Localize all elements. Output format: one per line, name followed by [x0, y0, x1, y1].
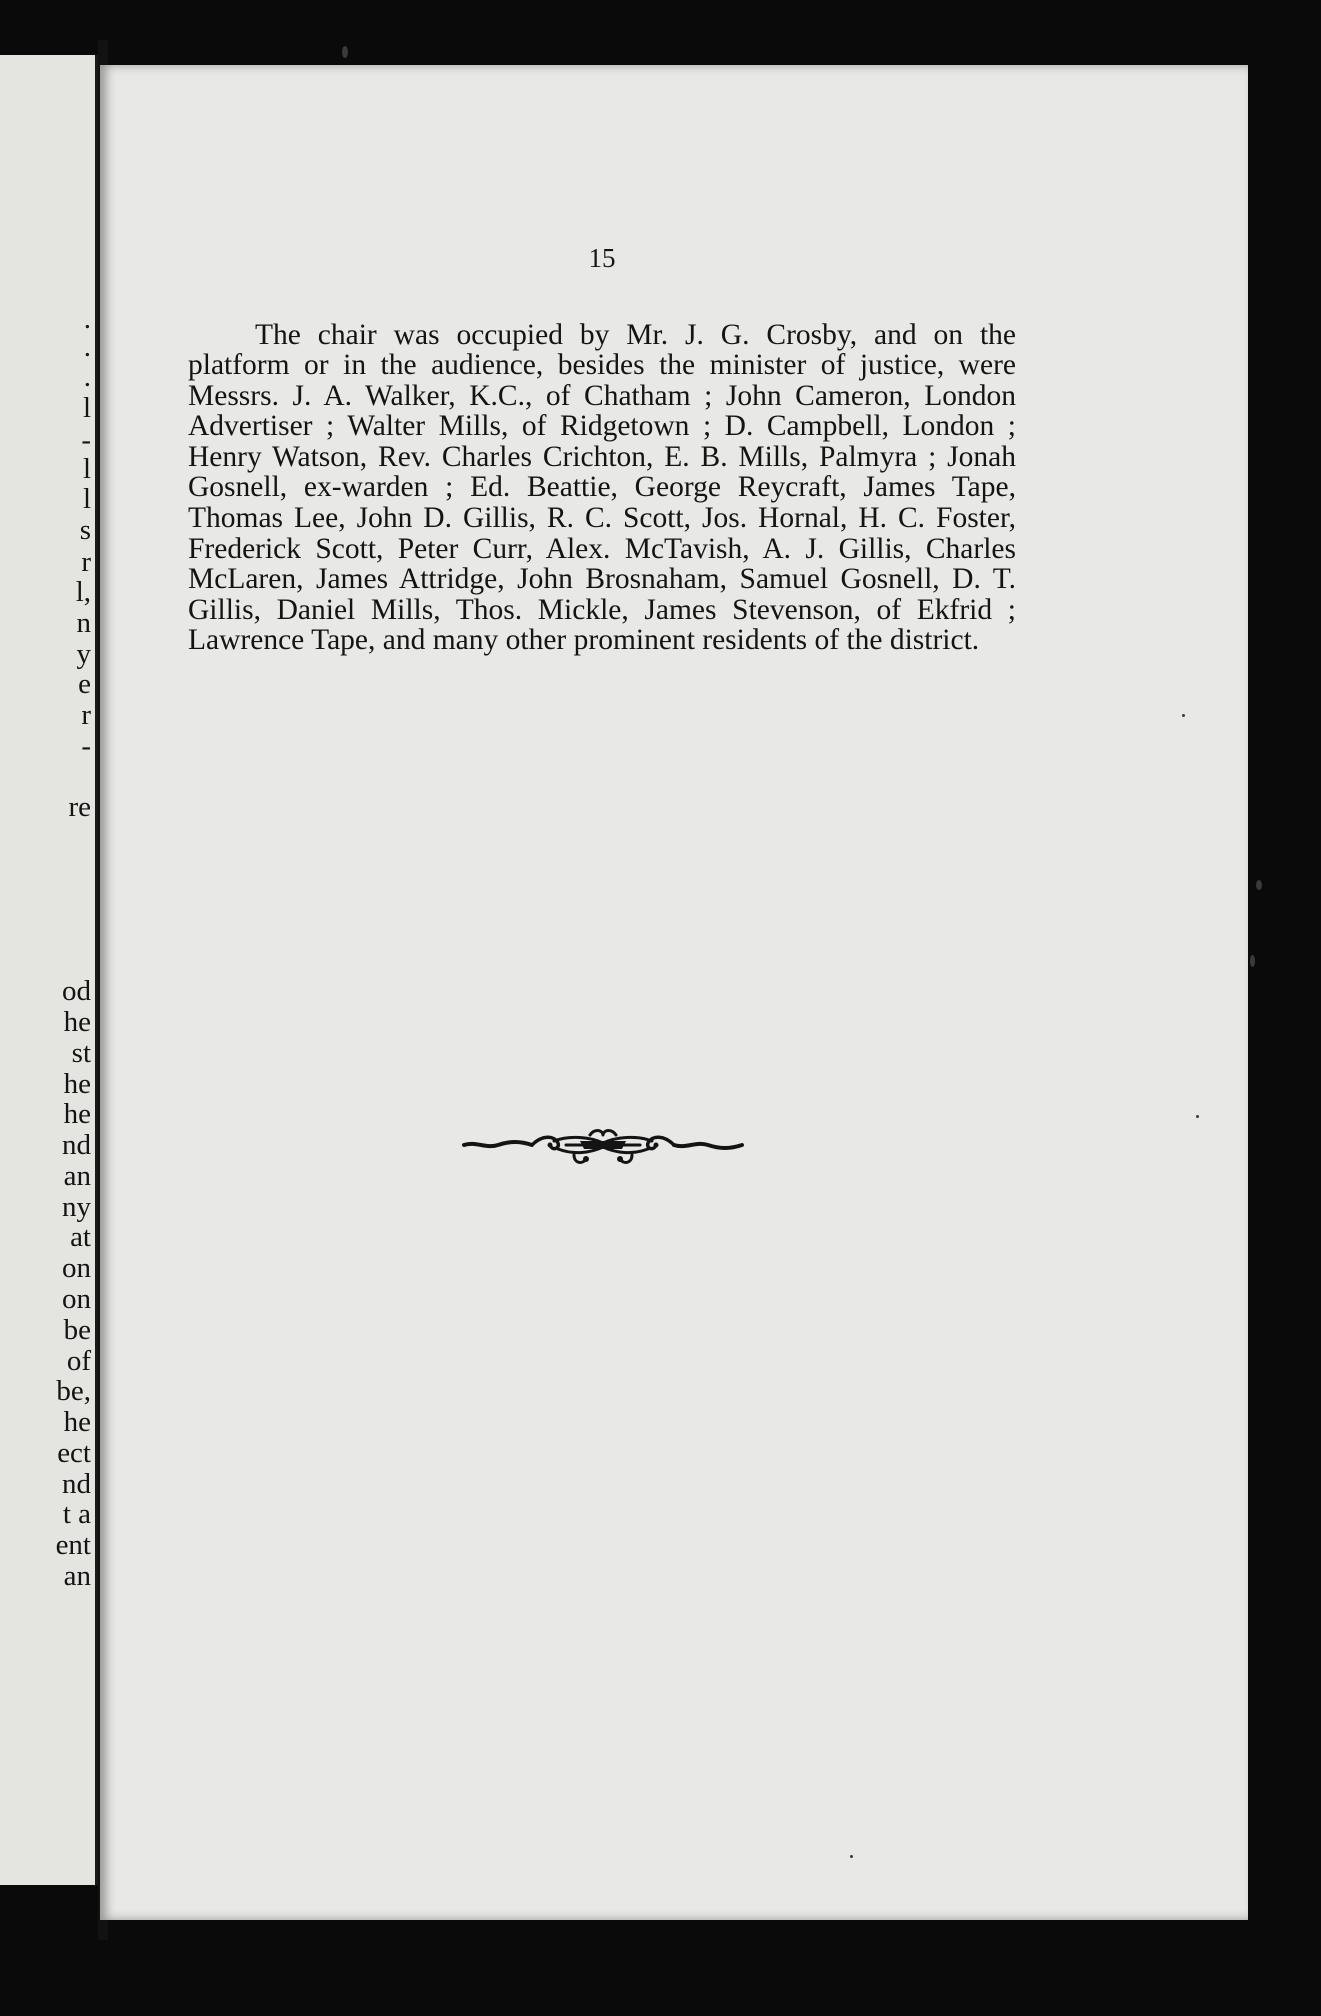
fragment: l: [82, 483, 91, 515]
fragment: he: [63, 1406, 91, 1438]
scan-speck: [1256, 880, 1262, 890]
fragment: ny: [62, 1191, 91, 1223]
page-number: 15: [588, 243, 616, 273]
fragment: be: [63, 1314, 91, 1346]
body-paragraph: The chair was occupied by Mr. J. G. Crosby, and on the platform or in the audience, besides the minister of justice, were Messrs. J. A. Walker, K.C., of Chatham ; John Cameron, London Advertiser ; Walter Mills, of Ridgetown ; D. Campbell, London ; Henry Watson, Rev. Charles Crichton, E. B. Mills, Palmyra ; Jonah Gosnell, ex-warden ; Ed. Beattie, George Reycraft, James Tape, Thomas Lee, John D. Gillis, R. C. Scott, Jos. Hornal, H. C. Foster, Frederick Scott, Peter Curr, Alex. McTavish, A. J. Gillis, Charles McLaren, James Attridge, John Brosnaham, Samuel Gosnell, D. T. Gillis, Daniel Mills, Thos. Mickle, James Stevenson, of Ekfrid ; Lawrence Tape, and many other prominent residents of the district.: [188, 318, 1016, 657]
scan-speck: [1182, 714, 1185, 717]
fragment: ent: [55, 1529, 91, 1561]
fragment: an: [63, 1560, 91, 1592]
fragment: y: [76, 638, 91, 670]
fragment: n: [76, 607, 91, 639]
fragment: be,: [56, 1375, 91, 1407]
previous-page-text-fragments: [1, 55, 91, 1885]
fragment: .: [83, 361, 91, 393]
previous-page-sliver: [0, 55, 98, 1885]
fragment: t a: [62, 1498, 91, 1530]
fragment: s: [79, 514, 91, 546]
fragment: on: [62, 1252, 91, 1284]
fragment: r: [81, 699, 91, 731]
fragment: r: [81, 546, 91, 578]
fragment: ect: [57, 1437, 91, 1469]
fragment: st: [71, 1037, 91, 1069]
fragment: nd: [62, 1468, 91, 1500]
fragment: -: [81, 424, 91, 456]
fragment: he: [63, 1006, 91, 1038]
fragment: l: [82, 453, 91, 485]
fragment: an: [63, 1160, 91, 1192]
fragment: nd: [62, 1129, 91, 1161]
scan-speck: [342, 46, 348, 58]
fragment: of: [66, 1345, 91, 1377]
fragment: l,: [75, 576, 91, 608]
fragment: l: [82, 392, 91, 424]
scan-speck: [1250, 955, 1255, 967]
fragment: re: [68, 791, 91, 823]
scroll-flourish-icon: [462, 1121, 744, 1169]
scan-speck: [1196, 1115, 1199, 1118]
fragment: he: [63, 1068, 91, 1100]
fragment: e: [78, 668, 91, 700]
fragment: he: [63, 1098, 91, 1130]
scan-speck: [850, 1855, 853, 1858]
fragment: -: [81, 730, 91, 762]
fragment: at: [70, 1221, 91, 1253]
fragment: .: [83, 331, 91, 363]
fragment: od: [62, 975, 91, 1007]
fragment: on: [62, 1283, 91, 1315]
fragment: .: [83, 303, 91, 335]
